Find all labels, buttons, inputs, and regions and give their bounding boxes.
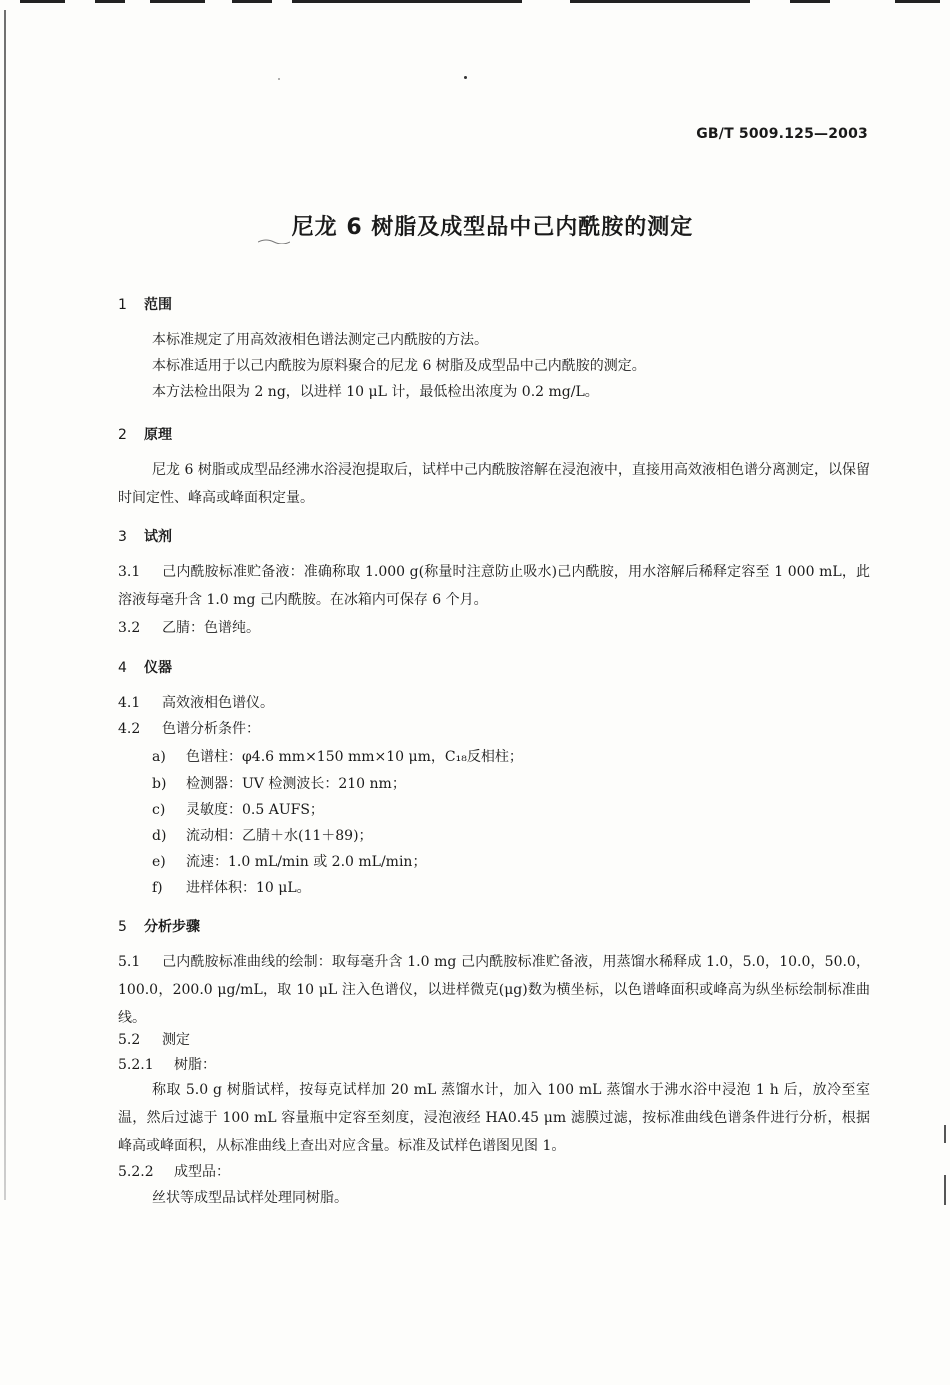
procedure-5-1-text: 己内酰胺标准曲线的绘制：取每毫升含 1.0 mg 己内酰胺标准贮备液，用蒸馏水稀释成 1.0，5.0，10.0，50.0，100.0，200.0 μg/mL，取 10 μL 注入色谱仪，以进样微克(μg)数为横坐标，以色谱峰面积或峰高为纵坐标绘制标准曲线。 [118,954,870,1026]
reagent-3-2-number: 3.2 [118,620,141,636]
principle-paragraph: 尼龙 6 树脂或成型品经沸水浴浸泡提取后，试样中己内酰胺溶解在浸泡液中，直接用高效液相色谱分离测定，以保留时间定性、峰高或峰面积定量。 [118,462,870,506]
scope-paragraph-3: 本方法检出限为 2 ng，以进样 10 μL 计，最低检出浓度为 0.2 mg/L。 [152,384,599,400]
condition-text: 进样体积：10 μL。 [186,880,311,896]
scope-paragraph-2: 本标准适用于以己内酰胺为原料聚合的尼龙 6 树脂及成型品中己内酰胺的测定。 [152,358,646,374]
section-2-title: 原理 [144,427,172,443]
condition-item [152,743,523,771]
condition-text: 灵敏度：0.5 AUFS； [186,802,324,818]
condition-item [152,770,406,798]
procedure-5-2-1-text: 树脂： [174,1057,216,1073]
condition-label: a) [152,749,166,765]
apparatus-4-2 [118,715,260,743]
reagent-3-2 [118,614,260,642]
procedure-5-2-2 [118,1158,230,1186]
procedure-5-1 [118,948,870,1032]
condition-text: 流速：1.0 mL/min 或 2.0 mL/min； [186,854,427,870]
section-4-heading [118,657,172,677]
apparatus-4-2-number: 4.2 [118,721,141,737]
scan-right-mark [944,1125,946,1143]
scan-squiggle [258,238,290,244]
condition-item [152,796,324,824]
scope-paragraph-1: 本标准规定了用高效液相色谱法测定己内酰胺的方法。 [152,332,488,348]
condition-label: e) [152,854,166,870]
scan-speck [278,78,280,80]
condition-label: f) [152,880,163,896]
section-3-number: 3 [118,529,127,545]
apparatus-4-1-number: 4.1 [118,695,141,711]
section-1-title: 范围 [144,297,172,313]
apparatus-4-1-text: 高效液相色谱仪。 [162,695,274,711]
scan-speck [464,76,467,79]
section-5-title: 分析步骤 [144,919,200,935]
reagent-3-1 [118,558,870,614]
condition-item [152,874,311,902]
reagent-3-2-text: 乙腈：色谱纯。 [162,620,260,636]
apparatus-4-2-text: 色谱分析条件： [162,721,260,737]
section-5-heading [118,916,200,936]
section-2-heading [118,424,172,444]
condition-item [152,848,426,876]
document-title: 尼龙 6 树脂及成型品中己内酰胺的测定 [291,215,694,240]
procedure-5-2-2-text: 成型品： [174,1164,230,1180]
section-4-title: 仪器 [144,660,172,676]
section-3-title: 试剂 [144,529,172,545]
reagent-3-1-number: 3.1 [118,564,141,580]
condition-label: b) [152,776,167,792]
apparatus-4-1 [118,689,274,717]
condition-text: 流动相：乙腈＋水(11＋89)； [186,828,373,844]
scan-right-mark [944,1175,946,1205]
condition-label: d) [152,828,167,844]
reagent-3-1-text: 己内酰胺标准贮备液：准确称取 1.000 g(称量时注意防止吸水)己内酰胺，用水溶解后稀释定容至 1 000 mL，此溶液每毫升含 1.0 mg 己内酰胺。在冰箱内可保存 6 个月。 [118,564,870,608]
procedure-5-1-number: 5.1 [118,954,141,970]
molded-procedure-paragraph: 丝状等成型品试样处理同树脂。 [152,1190,348,1206]
section-3-heading [118,526,172,546]
procedure-5-2-1-number: 5.2.1 [118,1057,154,1073]
condition-label: c) [152,802,166,818]
section-2-number: 2 [118,427,127,443]
procedure-5-2-2-number: 5.2.2 [118,1164,154,1180]
scan-left-edge [4,10,6,1200]
condition-text: 色谱柱：φ4.6 mm×150 mm×10 μm，C₁₈反相柱； [186,749,523,765]
resin-procedure-paragraph: 称取 5.0 g 树脂试样，按每克试样加 20 mL 蒸馏水计，加入 100 mL 蒸馏水于沸水浴中浸泡 1 h 后，放冷至室温，然后过滤于 100 mL 容量瓶中定容至刻度，浸泡液经 HA0.45 μm 滤膜过滤，按标准曲线色谱条件进行分析，根据峰高或峰面积，从标准曲线上查出对应含量。标准及试样色谱图见图 1。 [118,1082,870,1154]
procedure-5-2 [118,1026,190,1054]
section-1-heading [118,294,172,314]
section-1-number: 1 [118,297,127,313]
section-5-number: 5 [118,919,127,935]
scan-top-edge [0,0,950,6]
condition-item [152,822,373,850]
standard-code: GB/T 5009.125—2003 [696,126,868,142]
condition-text: 检测器：UV 检测波长：210 nm； [186,776,406,792]
procedure-5-2-number: 5.2 [118,1032,141,1048]
procedure-5-2-1 [118,1051,216,1079]
section-4-number: 4 [118,660,127,676]
procedure-5-2-text: 测定 [162,1032,190,1048]
